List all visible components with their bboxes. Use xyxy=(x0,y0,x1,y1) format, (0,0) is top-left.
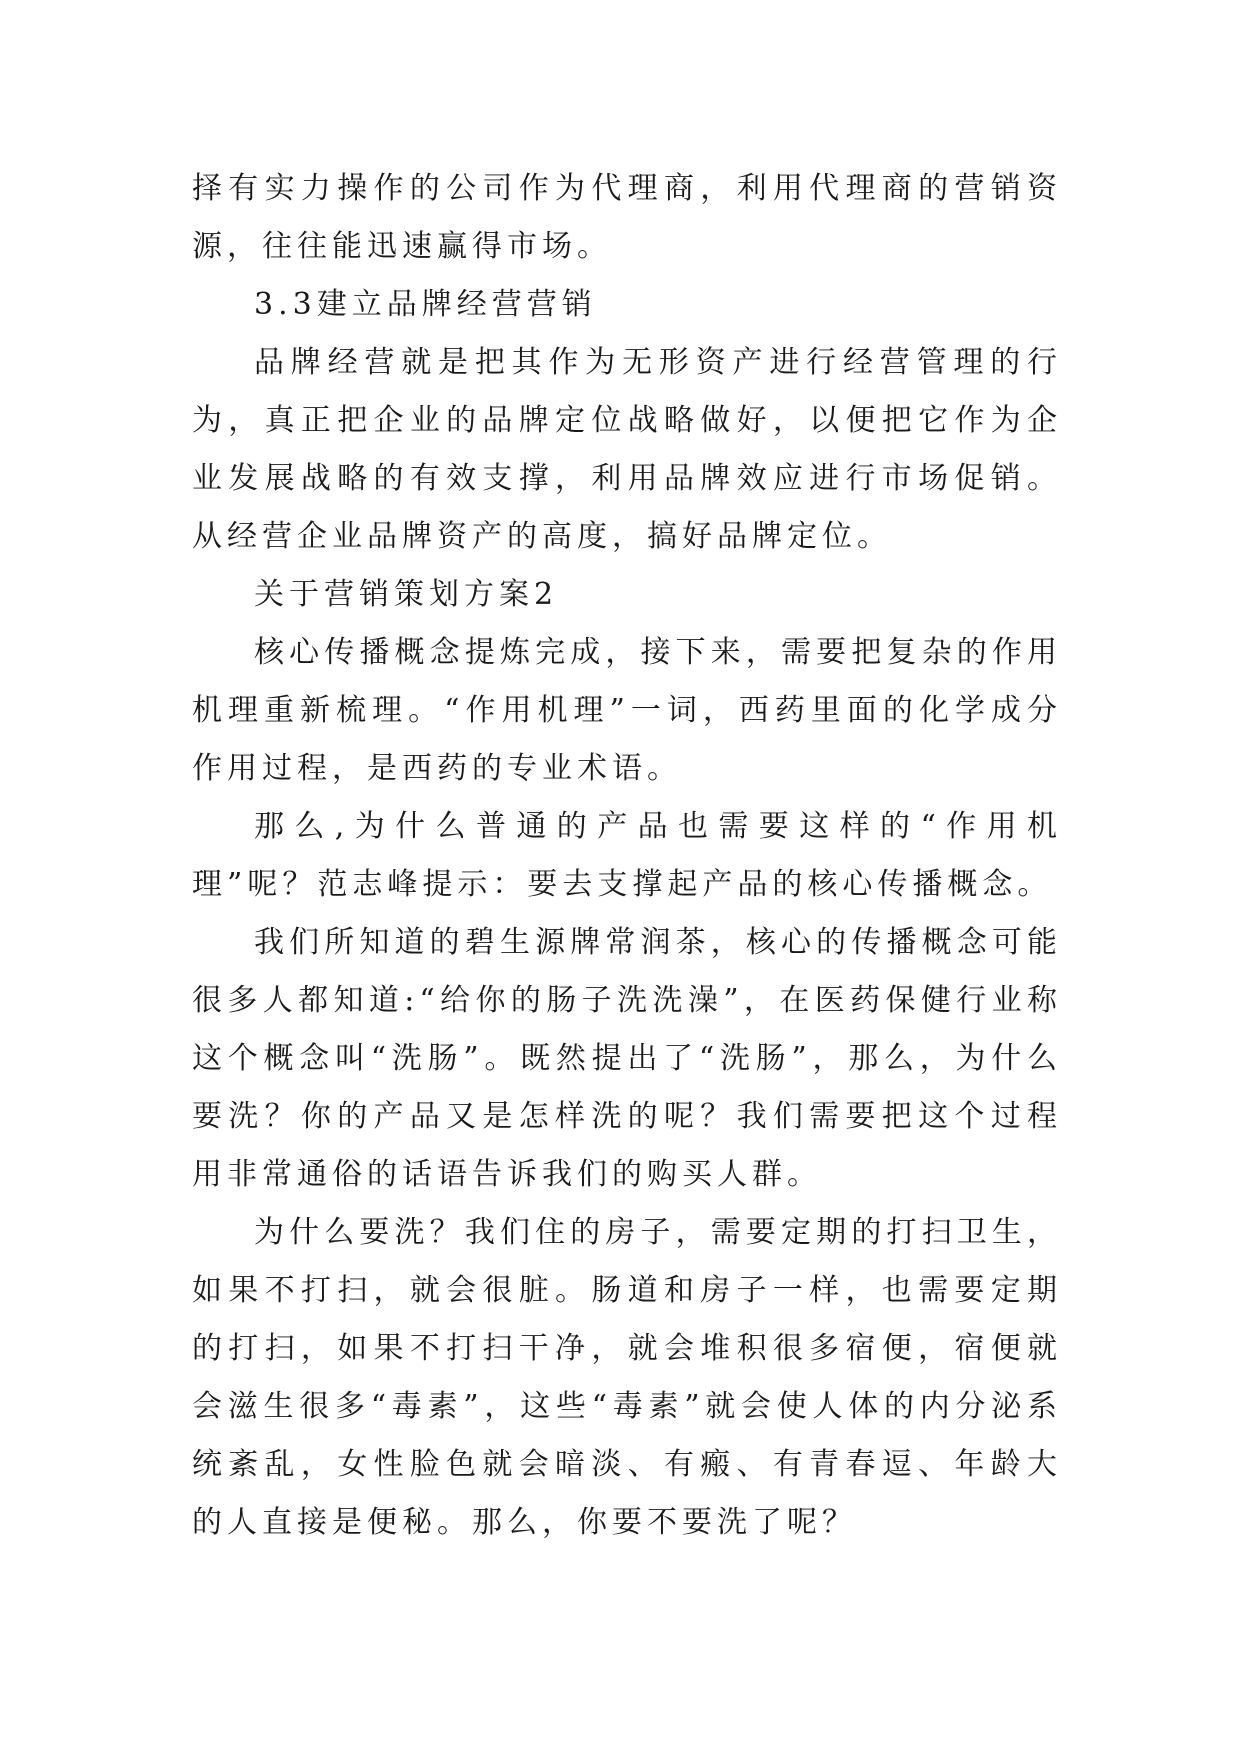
section-heading-plan-2: 关于营销策划方案2 xyxy=(254,577,559,612)
paragraph-brand-management: 品牌经营就是把其作为无形资产进行经营管理的行为，真正把企业的品牌定位战略做好，以便把它作为企业发展战略的有效支撑，利用品牌效应进行市场促销。从经营企业品牌资产的高度，搞好品牌定位。 xyxy=(192,345,1062,554)
paragraph-mechanism: 核心传播概念提炼完成，接下来，需要把复杂的作用机理重新梳理。“作用机理”一词，西药里面的化学成分作用过程，是西药的专业术语。 xyxy=(192,635,1062,786)
paragraph-continuation: 择有实力操作的公司作为代理商，利用代理商的营销资源，往往能迅速赢得市场。 xyxy=(192,171,1062,264)
paragraph-bishengyuan: 我们所知道的碧生源牌常润茶，核心的传播概念可能很多人都知道:“给你的肠子洗洗澡”，在医药保健行业称这个概念叫“洗肠”。既然提出了“洗肠”，那么，为什么要洗？你的产品又是怎样洗的呢？我们需要把这个过程用非常通俗的话语告诉我们的购买人群。 xyxy=(192,925,1062,1192)
section-heading-3-3: 3.3建立品牌经营营销 xyxy=(254,287,597,322)
document-body xyxy=(192,160,1062,1552)
paragraph-why-wash: 为什么要洗？我们住的房子，需要定期的打扫卫生，如果不打扫，就会很脏。肠道和房子一样，也需要定期的打扫，如果不打扫干净，就会堆积很多宿便，宿便就会滋生很多“毒素”，这些“毒素”就会使人体的内分泌系统紊乱，女性脸色就会暗淡、有瘢、有青春逗、年龄大的人直接是便秘。那么，你要不要洗了呢？ xyxy=(192,1215,1062,1540)
paragraph-why-mechanism: 那么,为什么普通的产品也需要这样的“作用机理”呢？范志峰提示：要去支撑起产品的核心传播概念。 xyxy=(192,809,1062,902)
